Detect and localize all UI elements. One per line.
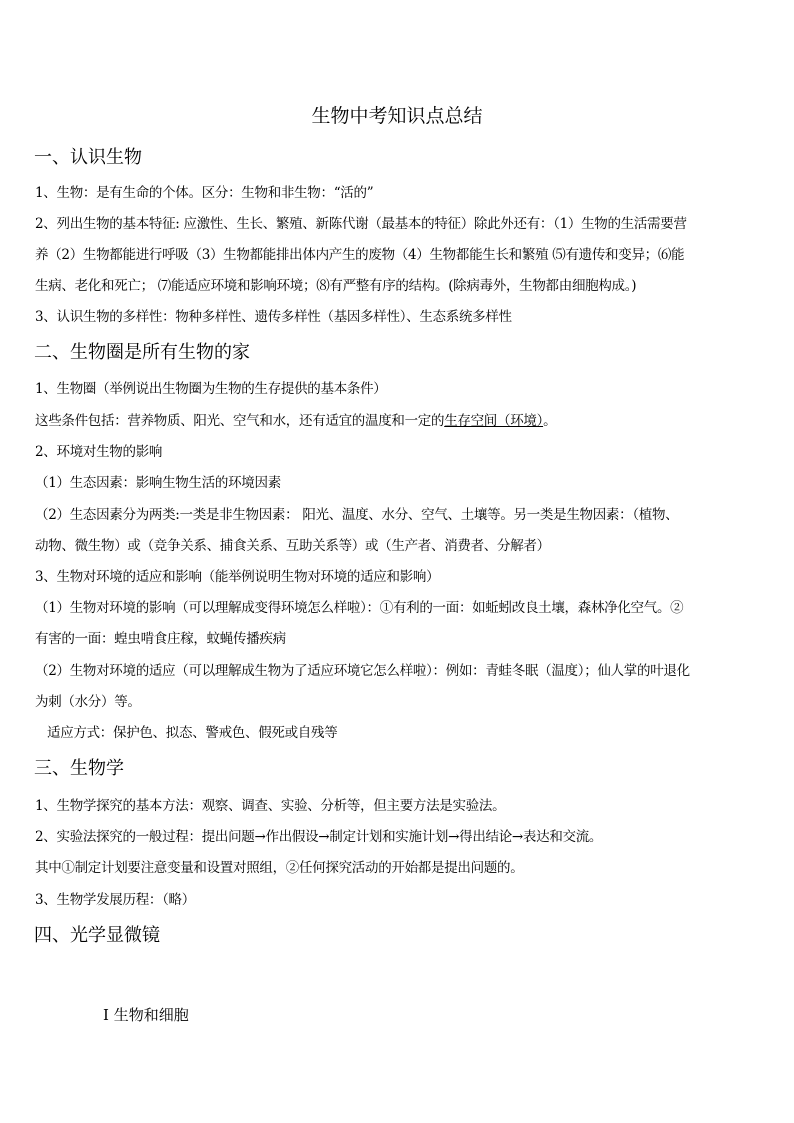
paragraph — [35, 406, 755, 437]
section-heading-4: 四、光学显微镜 — [34, 925, 160, 946]
paragraph: 1、生物：是有生命的个体。区分：生物和非生物：“活的” — [35, 185, 374, 201]
paragraph: 其中①制定计划要注意变量和设置对照组，②任何探究活动的开始都是提出问题的。 — [35, 860, 524, 876]
section-heading-2: 二、生物圈是所有生物的家 — [34, 342, 250, 363]
section-heading-1: 一、认识生物 — [34, 147, 142, 168]
paragraph: （1）生物对环境的影响（可以理解成变得环境怎么样啦）：①有利的一面：如蚯蚓改良土壤，森林净化空气。② — [35, 600, 684, 616]
paragraph: 2、实验法探究的一般过程：提出问题→作出假设→制定计划和实施计划→得出结论→表达和交流。 — [35, 829, 603, 845]
subsection-heading: Ⅰ 生物和细胞 — [103, 1006, 189, 1024]
paragraph: 生病、老化和死亡； ⑺能适应环境和影响环境；⑻有严整有序的结构。(除病毒外，生物都由细胞构成。) — [35, 278, 637, 294]
paragraph: （1）生态因素：影响生物生活的环境因素 — [35, 475, 281, 491]
paragraph: 3、生物对环境的适应和影响（能举例说明生物对环境的适应和影响） — [35, 569, 440, 585]
paragraph: 1、生物学探究的基本方法：观察、调查、实验、分析等，但主要方法是实验法。 — [35, 798, 506, 814]
paragraph: 动物、微生物）或（竞争关系、捕食关系、互助关系等）或（生产者、消费者、分解者） — [35, 538, 550, 554]
paragraph: 3、生物学发展历程：（略） — [35, 892, 195, 908]
page-title: 生物中考知识点总结 — [311, 105, 483, 127]
paragraph: 养（2）生物都能进行呼吸（3）生物都能排出体内产生的废物（4）生物都能生长和繁殖 ⑸有遗传和变异；⑹能 — [35, 247, 685, 263]
paragraph: 有害的一面：蝗虫啃食庄稼，蚊蝇传播疾病 — [35, 631, 286, 647]
paragraph: 1、生物圈（举例说出生物圈为生物的生存提供的基本条件） — [35, 381, 387, 397]
paragraph: 2、列出生物的基本特征: 应激性、生长、繁殖、新陈代谢（最基本的特征）除此外还有：（1）生物的生活需要营 — [35, 216, 687, 232]
paragraph: 3、认识生物的多样性：物种多样性、遗传多样性（基因多样性）、生态系统多样性 — [35, 309, 512, 325]
section-heading-3: 三、生物学 — [34, 758, 124, 779]
text-span: 这些条件包括：营养物质、阳光、空气和水，还有适宜的温度和一定的 — [35, 413, 445, 429]
paragraph: （2）生物对环境的适应（可以理解成生物为了适应环境它怎么样啦）：例如：青蛙冬眠（温度）；仙人掌的叶退化 — [35, 663, 690, 679]
text-span: 。 — [543, 413, 557, 429]
paragraph: （2）生态因素分为两类:一类是非生物因素： 阳光、温度、水分、空气、土壤等。另一类是生物因素：（植物、 — [35, 507, 679, 523]
paragraph: 为刺（水分）等。 — [35, 694, 141, 710]
paragraph: 适应方式：保护色、拟态、警戒色、假死或自残等 — [47, 725, 338, 741]
underlined-term: 生存空间（环境） — [444, 413, 544, 429]
paragraph: 2、环境对生物的影响 — [35, 444, 163, 460]
